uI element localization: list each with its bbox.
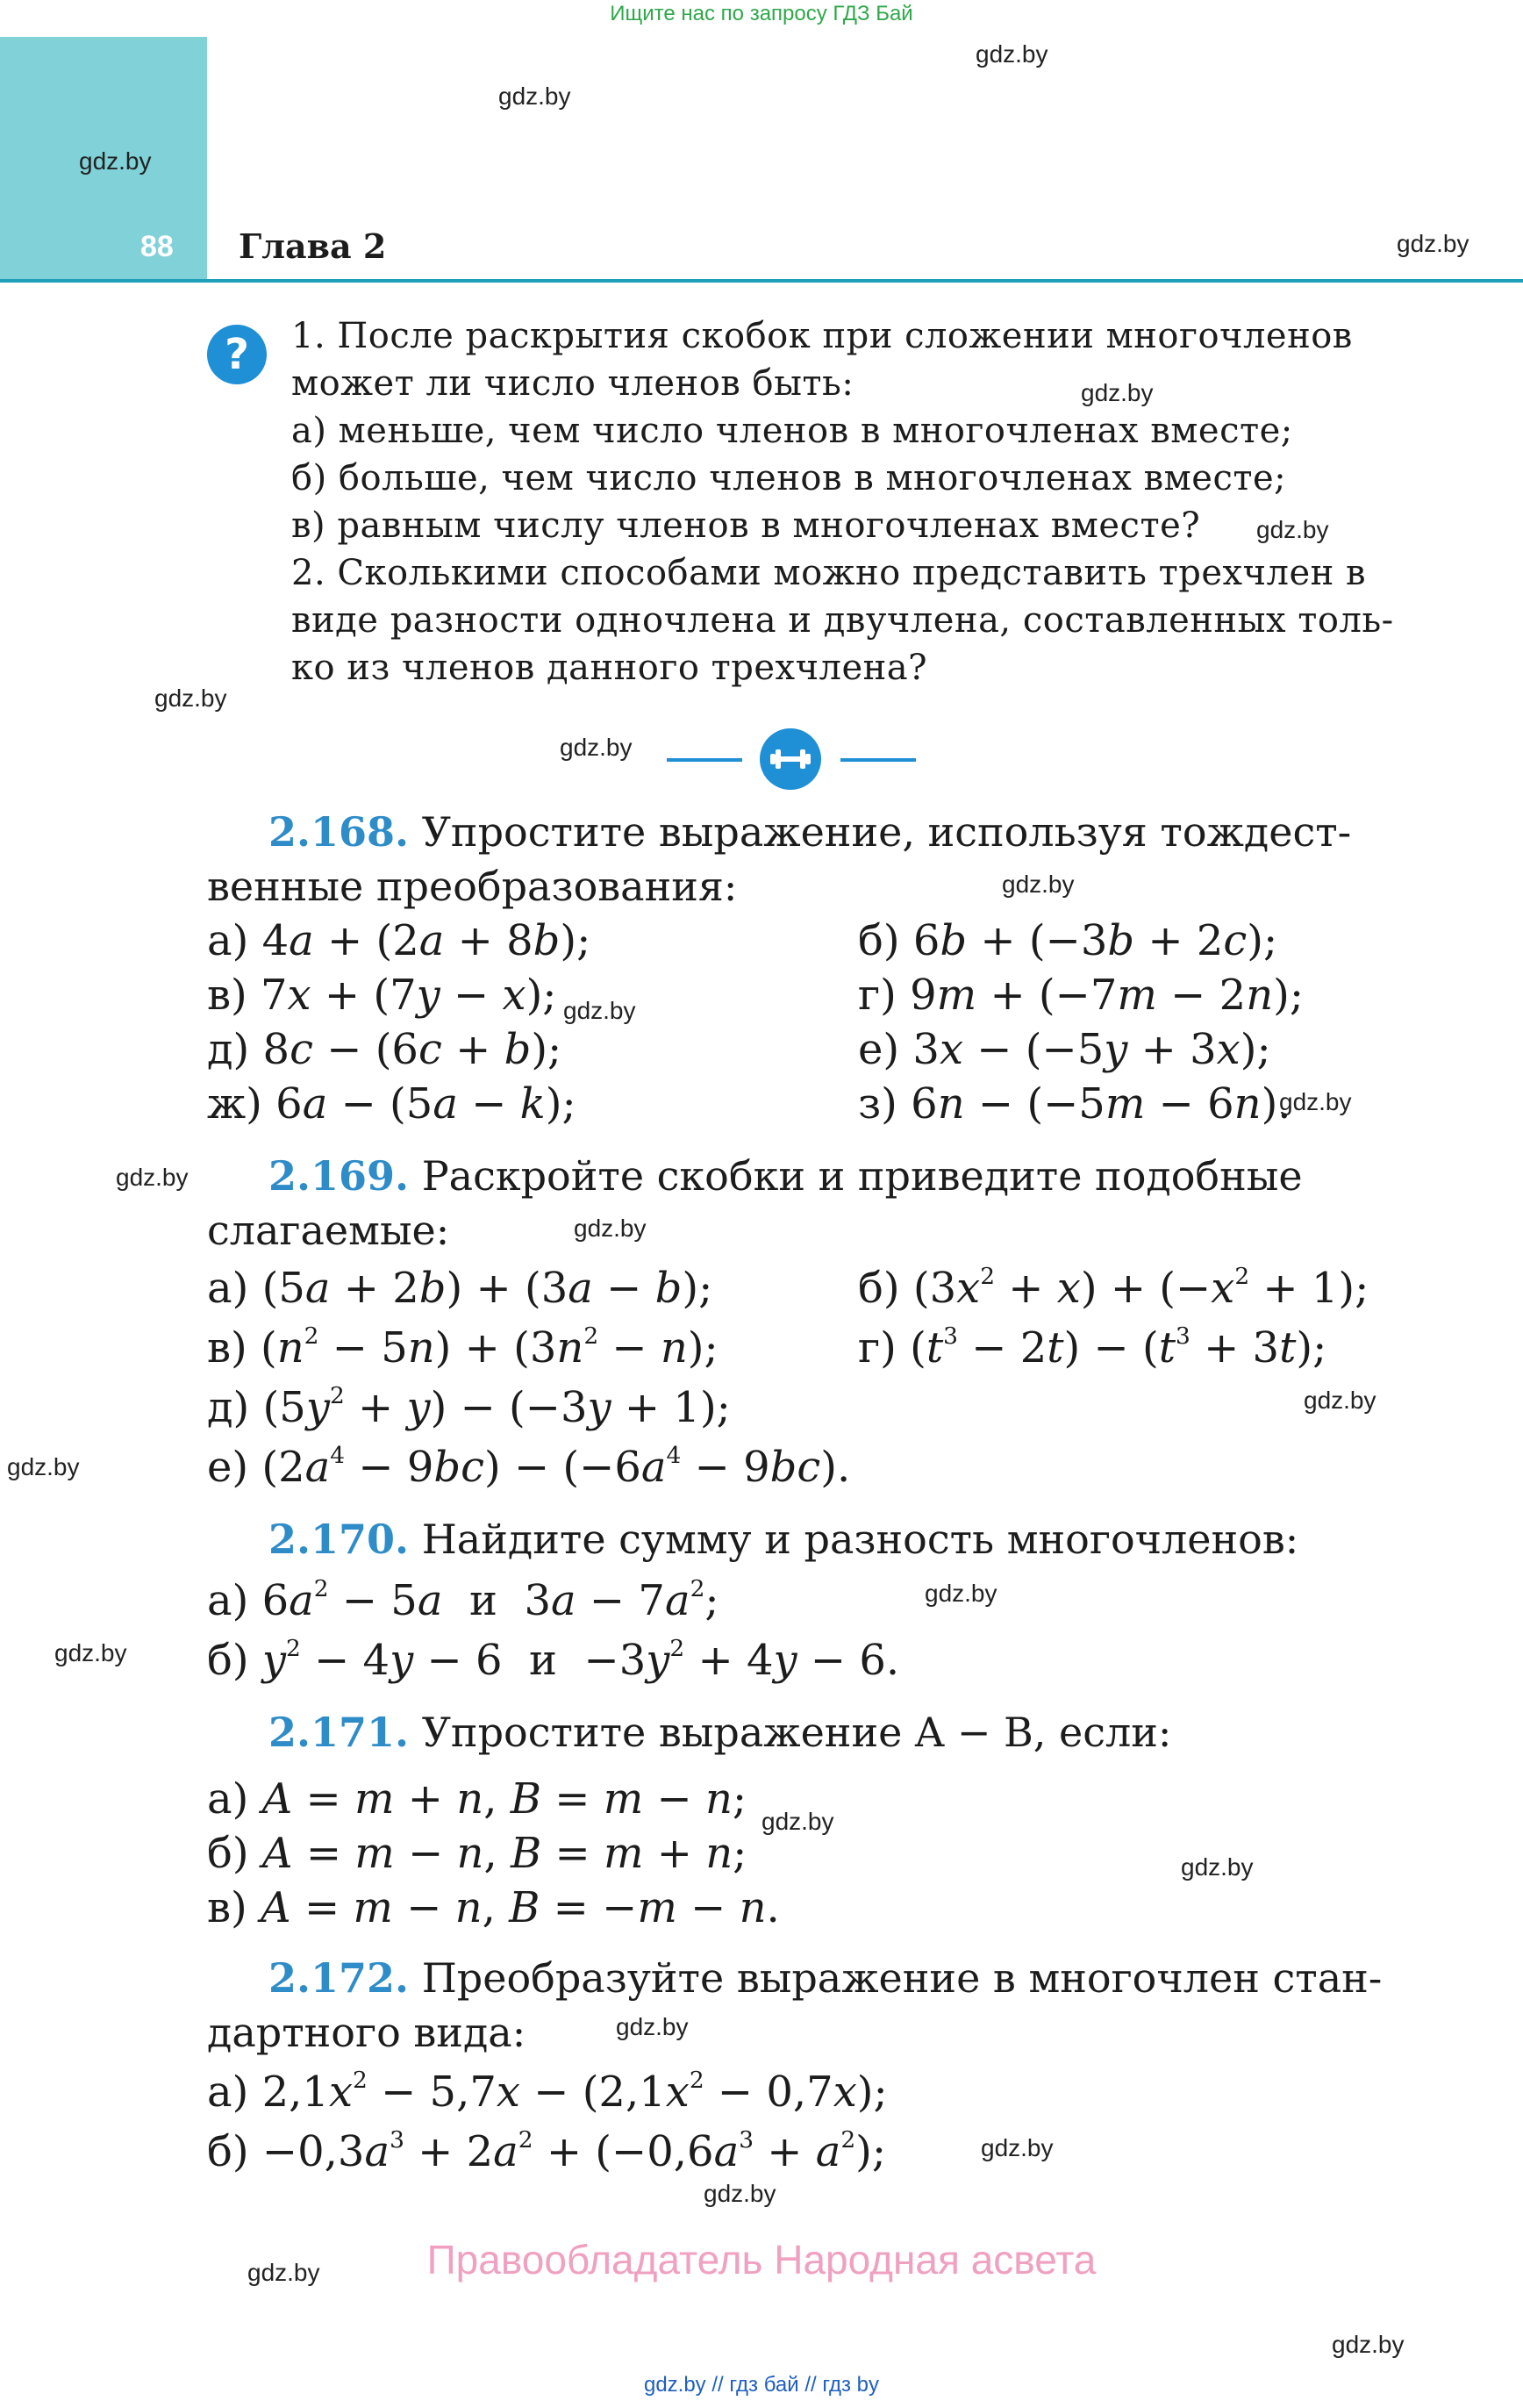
question-line: в) равным числу членов в многочленах вместе? [291, 505, 1201, 546]
watermark: gdz.by [7, 1453, 80, 1480]
math-item: в) 7x + (7y − x); [207, 971, 557, 1020]
page-number: 88 [140, 230, 174, 263]
header-rule [0, 279, 1523, 283]
dumbbell-icon [760, 728, 821, 790]
exercise-number: 2.170. [268, 1516, 410, 1563]
math-item: д) 8c − (6c + b); [207, 1025, 562, 1074]
exercise-number: 2.169. [268, 1152, 410, 1200]
watermark: gdz.by [925, 1580, 997, 1607]
math-item: в) A = m − n, B = −m − n. [207, 1883, 780, 1932]
watermark: gdz.by [1256, 516, 1329, 543]
math-item: б) $y^2 - 4y - 6$ $и -3y^2 + 4y - 6$. [207, 1634, 900, 1685]
watermark: gdz.by [1181, 1853, 1254, 1881]
math-item: а) $2,1x^2 - 5,7x - (2,1x^2 - 0,7x)$; [207, 2066, 888, 2117]
exercise-title: Найдите сумму и разность многочленов: [421, 1516, 1299, 1563]
exercise-title-cont: венные преобразования: [207, 863, 738, 910]
exercise-heading [268, 1513, 1298, 1566]
chapter-title: Глава 2 [239, 226, 387, 266]
exercise-number: 2.168. [268, 808, 410, 856]
exercise-number: 2.172. [268, 1954, 410, 2002]
math-item: з) 6n − (−5m − 6n). [858, 1079, 1291, 1129]
exercise-title: Упростите выражение, используя тождест- [421, 808, 1352, 856]
math-item: б) $(3x^2 + x) + (-x^2 + 1)$; [858, 1262, 1369, 1313]
exercise-number: 2.171. [268, 1709, 410, 1756]
exercise-title: Упростите выражение A − B, если: [421, 1709, 1172, 1756]
math-item: г) 9m + (−7m − 2n); [858, 971, 1305, 1020]
question-line: б) больше, чем число членов в многочленах вместе; [291, 458, 1287, 498]
watermark: gdz.by [704, 2180, 776, 2207]
exercise-heading [268, 1706, 1171, 1759]
math-item: $б) -0,3a^3 + 2a^2 + (-0,6a^3 + a^2)$; [207, 2125, 887, 2176]
math-item: в) $(n^2 - 5n) + (3n^2 - n)$; [207, 1322, 719, 1372]
question-line: а) меньше, чем число членов в многочленах вместе; [291, 411, 1293, 451]
exercise-heading [268, 806, 1351, 858]
watermark: gdz.by [247, 2259, 320, 2286]
exercise-title: Преобразуйте выражение в многочлен стан- [421, 1954, 1383, 2002]
math-item: а) 4a + (2a + 8b); [207, 916, 591, 965]
math-item: а) A = m + n, B = m − n; [207, 1774, 747, 1824]
watermark: gdz.by [54, 1639, 127, 1666]
top-search-hint[interactable]: Ищите нас по запросу ГДЗ Бай [610, 2, 913, 25]
watermark: gdz.by [116, 1164, 189, 1191]
watermark: gdz.by [762, 1808, 834, 1835]
separator-left [667, 758, 742, 762]
watermark: gdz.by [1304, 1387, 1376, 1414]
exercise-title-cont: дартного вида: [207, 2009, 526, 2056]
question-icon: ? [207, 325, 267, 384]
watermark: gdz.by [154, 684, 227, 712]
watermark: gdz.by [616, 2013, 689, 2040]
math-item: г) $(t^3 - 2t) - (t^3 + 3t)$; [858, 1322, 1327, 1372]
math-item: б) 6b + (−3b + 2c); [858, 916, 1278, 965]
watermark: gdz.by [976, 40, 1048, 68]
watermark: gdz.by [1081, 379, 1154, 406]
math-item: а) $6a^2 - 5a$ и $3a - 7a^2$; [207, 1574, 719, 1625]
copyright-owner: Правообладатель Народная асвета [426, 2237, 1097, 2283]
math-item: е) 3x − (−5y + 3x); [858, 1025, 1271, 1074]
watermark: gdz.by [1002, 871, 1075, 898]
math-item: а) (5a + 2b) + (3a − b); [207, 1264, 713, 1313]
exercise-title-cont: слагаемые: [207, 1207, 450, 1254]
separator-right [840, 758, 916, 762]
exercise-heading [268, 1952, 1382, 2004]
watermark: gdz.by [1332, 2331, 1405, 2358]
watermark: gdz.by [560, 734, 633, 761]
watermark: gdz.by [574, 1215, 647, 1242]
math-item: ж) 6a − (5a − k); [207, 1079, 576, 1129]
question-line: ко из членов данного трехчлена? [291, 648, 928, 688]
exercise-title: Раскройте скобки и приведите подобные [421, 1152, 1303, 1200]
watermark: gdz.by [563, 997, 636, 1024]
watermark: gdz.by [79, 147, 152, 175]
watermark: gdz.by [981, 2134, 1054, 2161]
exercise-heading [268, 1150, 1303, 1202]
question-line: 1. После раскрытия скобок при сложении многочленов [291, 316, 1353, 356]
question-line: виде разности одночлена и двучлена, составленных толь- [291, 600, 1394, 641]
watermark: gdz.by [1397, 230, 1469, 257]
watermark: gdz.by [498, 82, 571, 110]
watermark: gdz.by [1279, 1088, 1352, 1115]
bottom-links[interactable]: gdz.by // гдз бай // гдз by [643, 2373, 880, 2397]
math-item: д) $(5y^2 + y) - (-3y + 1)$; [207, 1381, 731, 1432]
math-item: е) $(2a^4 - 9bc) - (-6a^4 - 9bc)$. [207, 1441, 851, 1492]
math-item: б) A = m − n, B = m + n; [207, 1829, 747, 1878]
question-line: 2. Сколькими способами можно представить трехчлен в [291, 553, 1367, 593]
question-line: может ли число членов быть: [291, 363, 854, 404]
